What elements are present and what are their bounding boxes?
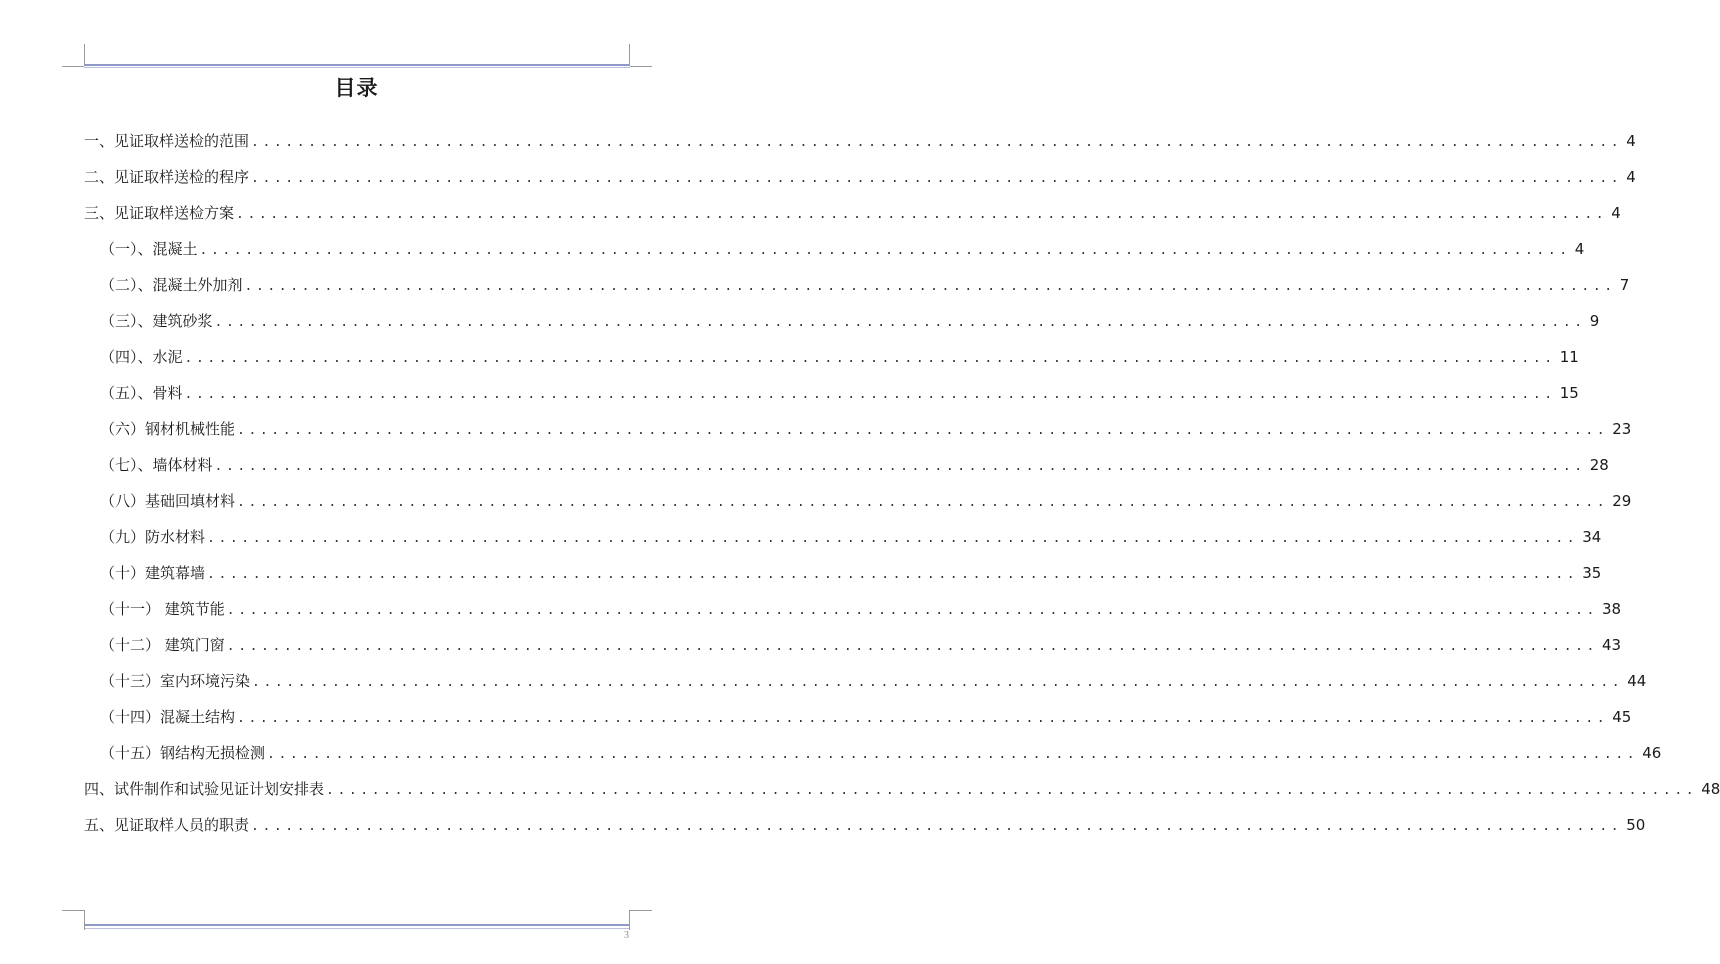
toc-entry-label: 见证取样送检方案 — [114, 204, 235, 222]
toc-entry-page: 4 — [1626, 132, 1636, 150]
toc-entry[interactable] — [100, 634, 1622, 656]
toc-entry-number: 三、 — [84, 204, 115, 222]
toc-dot-leader: ........................................................................................................................ — [244, 279, 1616, 294]
toc-dot-leader: ........................................................................................................................ — [184, 351, 1556, 366]
toc-entry-page: 29 — [1612, 492, 1632, 510]
toc-dot-leader: ........................................................................................................................ — [252, 675, 1624, 690]
toc-dot-leader: ........................................................................................................................ — [207, 567, 1579, 582]
toc-dot-leader: ........................................................................................................................ — [226, 639, 1598, 654]
toc-entry[interactable] — [100, 526, 1602, 548]
crop-mark-top-right-horizontal — [630, 66, 652, 67]
toc-entry-page: 44 — [1627, 672, 1647, 690]
toc-entry-page: 28 — [1589, 456, 1609, 474]
toc-dot-leader: ........................................................................................................................ — [226, 603, 1598, 618]
toc-entry[interactable] — [100, 310, 1600, 332]
toc-dot-leader: ........................................................................................................................ — [251, 819, 1623, 834]
toc-entry-label: 五、见证取样人员的职责 — [84, 816, 250, 834]
toc-entry-page: 43 — [1601, 636, 1622, 654]
toc-entry-number: 一、 — [84, 132, 115, 150]
toc-entry-page: 4 — [1626, 168, 1636, 186]
toc-entry[interactable] — [100, 274, 1630, 296]
toc-dot-leader: ........................................................................................................................ — [326, 783, 1698, 798]
toc-entry-label: （十）建筑幕墙 — [100, 564, 206, 582]
toc-entry-page: 46 — [1642, 744, 1662, 762]
toc-entry-label: 见证取样送检的范围 — [114, 132, 250, 150]
toc-entry-page: 48 — [1701, 780, 1720, 798]
toc-entry[interactable] — [100, 742, 1662, 764]
toc-entry-page: 34 — [1582, 528, 1602, 546]
toc-entry-number: 二、 — [84, 168, 115, 186]
toc-entry-label: （十一） 建筑节能 — [100, 600, 225, 618]
toc-entry-label: （一）、混凝土 — [100, 240, 198, 258]
toc-entry-page: 15 — [1559, 384, 1579, 402]
toc-entry[interactable] — [100, 706, 1632, 728]
toc-dot-leader: ........................................................................................................................ — [184, 387, 1556, 402]
crop-mark-bottom-right-vertical — [629, 910, 630, 930]
toc-entry-page: 7 — [1619, 276, 1630, 294]
toc-dot-leader: ........................................................................................................................ — [237, 711, 1609, 726]
toc-dot-leader: ........................................................................................................................ — [267, 747, 1639, 762]
crop-mark-bottom-left-horizontal — [62, 910, 84, 911]
toc-entry-label: （三）、建筑砂浆 — [100, 312, 213, 330]
toc-entry-page: 35 — [1582, 564, 1602, 582]
crop-mark-bottom-right-horizontal — [630, 910, 652, 911]
footer-rule-thin — [84, 928, 630, 929]
toc-entry-label: （十二） 建筑门窗 — [100, 636, 225, 654]
toc-entry[interactable] — [100, 454, 1609, 476]
toc-entry[interactable] — [84, 778, 1720, 800]
crop-mark-top-right-vertical — [629, 44, 630, 66]
toc-entry-label: 见证取样送检的程序 — [114, 168, 250, 186]
toc-dot-leader: ........................................................................................................................ — [236, 207, 1608, 222]
toc-entry[interactable] — [84, 130, 1636, 152]
crop-mark-top-left-vertical — [84, 44, 85, 66]
toc-entry[interactable] — [84, 814, 1646, 836]
toc-entry-page: 38 — [1601, 600, 1622, 618]
toc-entry-label: （十五）钢结构无损检测 — [100, 744, 266, 762]
toc-entry-label: （七）、墙体材料 — [100, 456, 213, 474]
toc-dot-leader: ........................................................................................................................ — [251, 135, 1623, 150]
toc-entry[interactable] — [84, 202, 1621, 224]
page-title: 目录 — [334, 76, 379, 100]
toc-entry-label: （十四）混凝土结构 — [100, 708, 236, 726]
header-rule — [84, 64, 630, 66]
toc-dot-leader: ........................................................................................................................ — [199, 243, 1571, 258]
toc-entry-page: 50 — [1626, 816, 1646, 834]
toc-entry-label: （五）、骨料 — [100, 384, 183, 402]
toc-entry[interactable] — [100, 418, 1632, 440]
toc-dot-leader: ........................................................................................................................ — [214, 459, 1586, 474]
crop-mark-top-left-horizontal — [62, 66, 84, 67]
toc-entry[interactable] — [100, 562, 1602, 584]
toc-entry-page: 4 — [1574, 240, 1585, 258]
toc-entry-page: 11 — [1559, 348, 1579, 366]
toc-entry-page: 23 — [1612, 420, 1632, 438]
toc-dot-leader: ........................................................................................................................ — [237, 495, 1609, 510]
toc-dot-leader: ........................................................................................................................ — [251, 171, 1623, 186]
page-number: 3 — [624, 930, 629, 941]
toc-entry-label: （八）基础回填材料 — [100, 492, 236, 510]
toc-entry[interactable] — [100, 670, 1647, 692]
toc-entry[interactable] — [84, 166, 1636, 188]
toc-dot-leader: ........................................................................................................................ — [207, 531, 1579, 546]
toc-entry[interactable] — [100, 238, 1585, 260]
toc-entry-label: （四）、水泥 — [100, 348, 183, 366]
toc-entry[interactable] — [100, 346, 1579, 368]
toc-entry-label: （九）防水材料 — [100, 528, 206, 546]
toc-entry-label: （二）、混凝土外加剂 — [100, 276, 243, 294]
toc-dot-leader: ........................................................................................................................ — [214, 315, 1586, 330]
toc-dot-leader: ........................................................................................................................ — [237, 423, 1609, 438]
header-rule-thin — [84, 67, 630, 68]
toc-entry-label: 四、试件制作和试验见证计划安排表 — [84, 780, 325, 798]
toc-entry[interactable] — [100, 382, 1579, 404]
toc-entry-label: （六）钢材机械性能 — [100, 420, 236, 438]
toc-entry-page: 45 — [1612, 708, 1632, 726]
crop-mark-bottom-left-vertical — [84, 910, 85, 930]
toc-entry-page: 4 — [1611, 204, 1621, 222]
toc-entry[interactable] — [100, 490, 1632, 512]
toc-entry-page: 9 — [1589, 312, 1600, 330]
toc-entry-label: （十三）室内环境污染 — [100, 672, 251, 690]
toc-entry[interactable] — [100, 598, 1622, 620]
footer-rule — [84, 924, 630, 926]
